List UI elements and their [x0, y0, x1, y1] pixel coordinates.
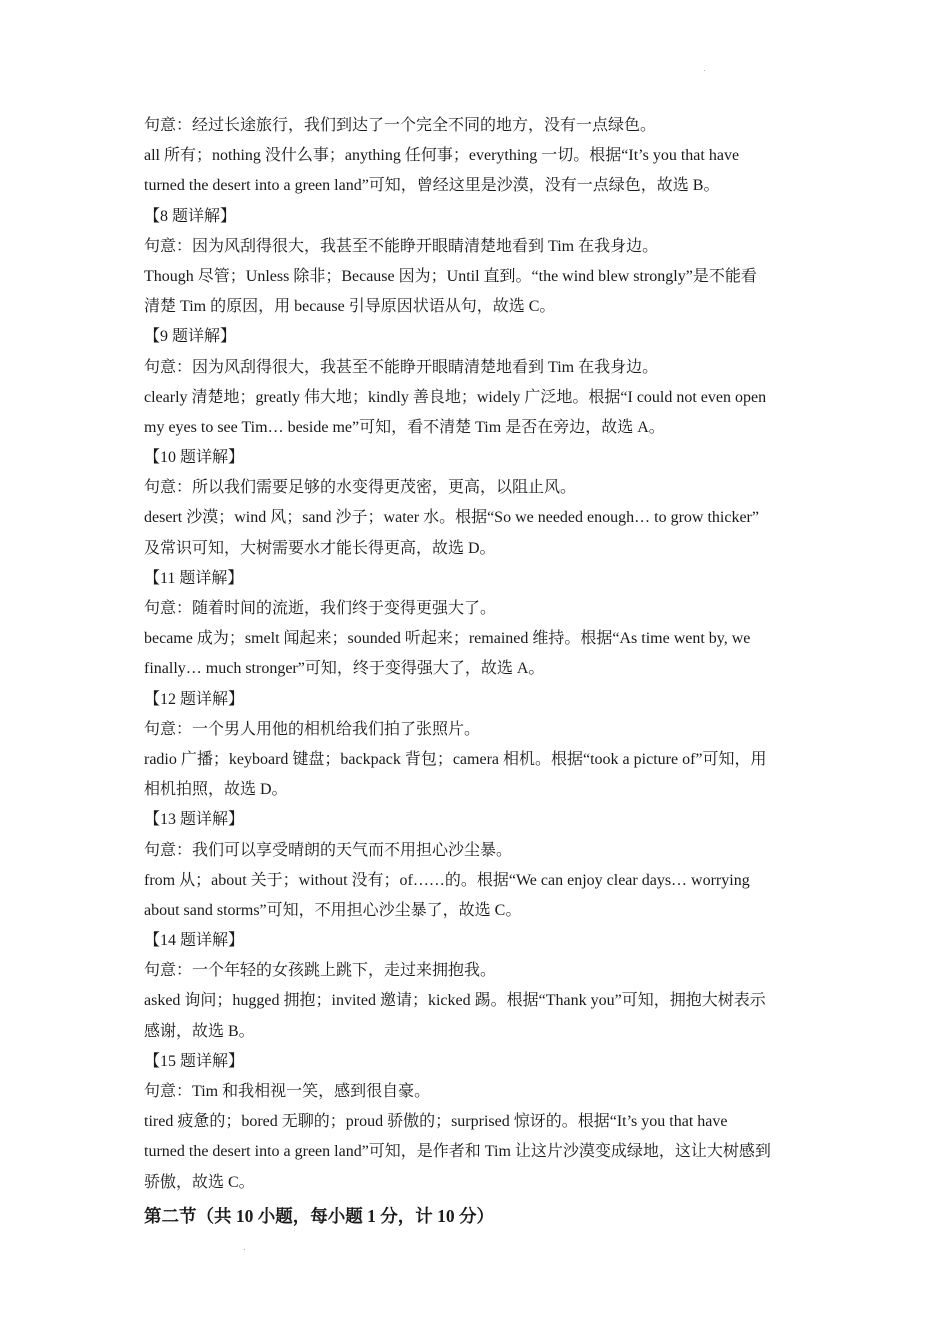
text-line: finally… much stronger”可知，终于变得强大了，故选 A。: [144, 660, 545, 678]
text-line: became 成为；smelt 闻起来；sounded 听起来；remained 维持。根据“As time went by, we: [144, 630, 751, 648]
text-line: from 从；about 关于；without 没有；of……的。根据“We can enjoy clear days… worrying: [144, 871, 750, 889]
scan-mark-top: [704, 70, 705, 71]
question-heading-11: 【11 题详解】: [144, 569, 244, 587]
text-line: 及常识可知，大树需要水才能长得更高，故选 D。: [144, 539, 496, 557]
text-line: turned the desert into a green land”可知，是作者和 Tim 让这片沙漠变成绿地，这让大树感到: [144, 1143, 771, 1161]
question-heading-9: 【9 题详解】: [144, 328, 237, 346]
text-line: 句意：因为风刮得很大，我甚至不能睁开眼睛清楚地看到 Tim 在我身边。: [144, 358, 659, 376]
scan-mark-bottom: [244, 1249, 245, 1250]
text-line: 句意：我们可以享受晴朗的天气而不用担心沙尘暴。: [144, 841, 513, 859]
text-line: 句意：所以我们需要足够的水变得更茂密，更高，以阻止风。: [144, 479, 577, 497]
text-line: 句意：经过长途旅行，我们到达了一个完全不同的地方，没有一点绿色。: [144, 117, 657, 134]
text-line: 句意：随着时间的流逝，我们终于变得更强大了。: [144, 600, 497, 617]
question-heading-10: 【10 题详解】: [144, 449, 245, 467]
text-line: radio 广播；keyboard 键盘；backpack 背包；camera 相机。根据“took a picture of”可知，用: [144, 750, 767, 768]
text-line: tired 疲惫的；bored 无聊的；proud 骄傲的；surprised 惊讶的。根据“It’s you that have: [144, 1113, 728, 1131]
text-line: Though 尽管；Unless 除非；Because 因为；Until 直到。“the wind blew strongly”是不能看: [144, 267, 757, 285]
text-line: turned the desert into a green land”可知，曾经这里是沙漠，没有一点绿色，故选 B。: [144, 177, 720, 195]
text-line: all 所有；nothing 没什么事；anything 任何事；everything 一切。根据“It’s you that have: [144, 147, 740, 165]
answer-explanations: [144, 111, 806, 1198]
text-line: 清楚 Tim 的原因，用 because 引导原因状语从句，故选 C。: [144, 298, 556, 316]
question-heading-12: 【12 题详解】: [144, 690, 245, 708]
text-line: 句意：Tim 和我相视一笑，感到很自豪。: [144, 1083, 431, 1100]
text-line: my eyes to see Tim… beside me”可知，看不清楚 Tim 是否在旁边，故选 A。: [144, 418, 665, 436]
text-line: 句意：因为风刮得很大，我甚至不能睁开眼睛清楚地看到 Tim 在我身边。: [144, 237, 659, 255]
question-heading-8: 【8 题详解】: [144, 207, 237, 225]
text-line: 句意：一个年轻的女孩跳上跳下，走过来拥抱我。: [144, 962, 497, 980]
text-line: about sand storms”可知，不用担心沙尘暴了，故选 C。: [144, 901, 522, 919]
text-line: 相机拍照，故选 D。: [144, 781, 288, 799]
text-line: 句意：一个男人用他的相机给我们拍了张照片。: [144, 720, 481, 738]
section-title: 第二节（共 10 小题，每小题 1 分，计 10 分）: [144, 1206, 494, 1226]
question-heading-15: 【15 题详解】: [144, 1052, 245, 1070]
text-line: 感谢，故选 B。: [144, 1022, 255, 1040]
question-heading-13: 【13 题详解】: [144, 811, 245, 829]
text-line: clearly 清楚地；greatly 伟大地；kindly 善良地；widely 广泛地。根据“I could not even open: [144, 388, 767, 406]
text-line: asked 询问；hugged 拥抱；invited 邀请；kicked 踢。根据“Thank you”可知，拥抱大树表示: [144, 992, 766, 1010]
question-heading-14: 【14 题详解】: [144, 932, 245, 950]
text-line: 骄傲，故选 C。: [144, 1173, 255, 1191]
text-line: desert 沙漠；wind 风；sand 沙子；water 水。根据“So we needed enough… to grow thicker”: [144, 509, 759, 527]
